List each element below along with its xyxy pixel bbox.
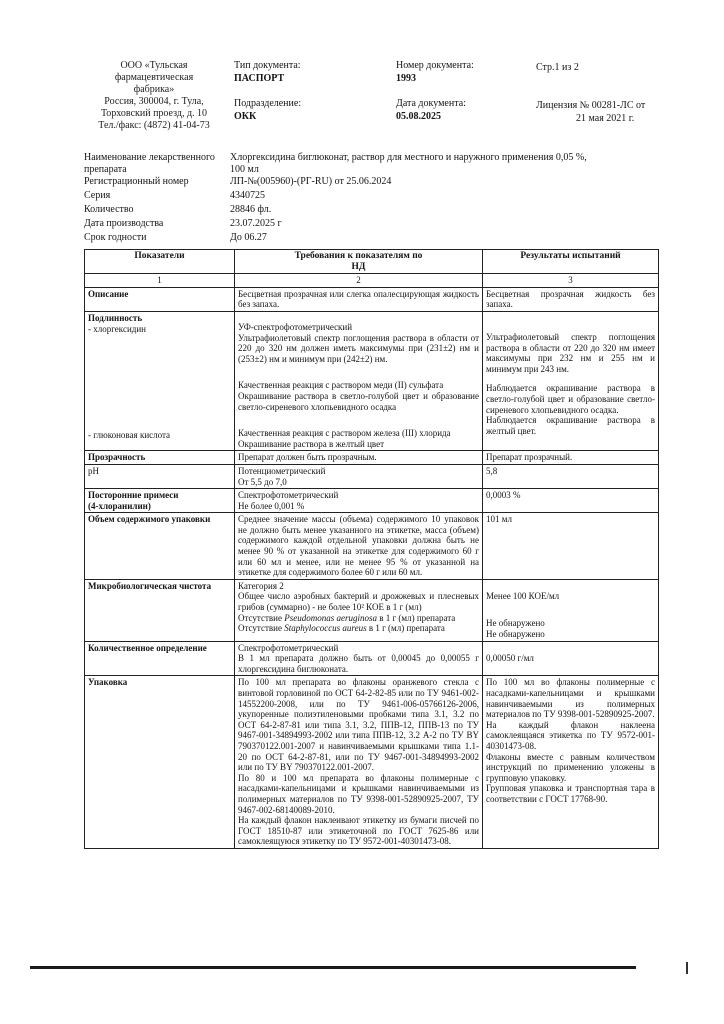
table-header-row (85, 250, 659, 274)
req-assay-range: В 1 мл препарата должно быть от 0,00045 до 0,00055 г хлоргексидина биглюконата. (238, 653, 479, 674)
series-value: 4340725 (230, 190, 265, 201)
res-packaging-group: Флаконы вместе с равным количеством инструкций по применению уложены в групповую упаковку. (486, 751, 655, 783)
table-row (85, 311, 659, 450)
req-packaging-polymer: По 80 и 100 мл препарата во флаконы полимерные с насадками-капельницами и крышками навинчиваемыми из полимерных материалов по ТУ 9398-001-52890925-2007, ТУ 9467-002-68140089-2010. (238, 772, 479, 815)
product-name: Хлоргексидина биглюконат, раствор для местного и наружного применения 0,05 %, (230, 152, 587, 163)
test-results-table (84, 249, 659, 849)
req-impurities-method: Спектрофотометрический (238, 490, 339, 501)
pseudomonas-name: Pseudomonas aeruginosa (284, 612, 377, 623)
res-transparency: Препарат прозрачный. (483, 451, 659, 465)
param-volume: Объем содержимого упаковки (85, 513, 235, 580)
param-identity-chlorhexidine: - хлоргексидин (88, 323, 146, 334)
req-uv-text: Ультрафиолетовый спектр поглощения раствора в области от 220 до 320 нм должен иметь максимумы при (231±2) нм и (253±2) нм и минимум при (242±2) нм. (238, 332, 479, 364)
req-fe-title: Качественная реакция с раствором железа (III) хлорида (238, 428, 451, 439)
req-transparency: Препарат должен быть прозрачным. (235, 451, 483, 465)
param-impurities: Посторонние примеси (88, 490, 179, 501)
page-indicator: Стр.1 из 2 (536, 62, 579, 73)
param-identity-gluconic-acid: - глюконовая кислота (88, 430, 171, 441)
req-fe-text: Окрашивание раствора в желтый цвет (238, 438, 385, 449)
column-number: 2 (235, 274, 483, 288)
req-micro-count: Общее число аэробных бактерий и дрожжевых и плесневых грибов (суммарно) - не более 10² КОЕ в 1 г (мл) (238, 591, 479, 613)
table-row (85, 676, 659, 849)
division-label: Подразделение: (234, 98, 302, 109)
req-volume: Среднее значение массы (объема) содержимого 10 упаковок не должно быть менее указанного на этикетке, масса (объем) содержимого каждой отдельной упаковки должна быть не менее 90 % от указанной на этикетке для содержимого 60 г или 60 мл и менее, или не менее 95 % от указанной на этикетке для содержимого более 60 г или 60 мл. (235, 513, 483, 580)
company-line: фармацевтическая (114, 72, 194, 83)
req-description: Бесцветная прозрачная или слегка опалесцирующая жидкость без запаха. (235, 287, 483, 311)
res-fe-text: Наблюдается окрашивание раствора в желтый цвет. (486, 415, 655, 436)
doc-date-value: 05.08.2025 (396, 111, 441, 122)
doc-type-label: Тип документа: (234, 60, 301, 71)
param-ph: pH (85, 464, 235, 488)
res-packaging-bottles: По 100 мл во флаконы полимерные с насадками-капельницами и крышками навинчиваемыми из полимерных материалов по ТУ 9398-001-52890925-2007. (486, 677, 655, 720)
req-impurities-limit: Не более 0,001 % (238, 500, 305, 511)
column-number-row (85, 274, 659, 288)
param-identity: Подлинность (88, 312, 143, 323)
res-cu-text: Наблюдается окрашивание раствора в светло-голубой цвет и образование светло-сиреневого хлопьевидного осадка. (486, 383, 655, 415)
req-micro-category: Категория 2 (238, 580, 284, 591)
res-packaging-transport: Групповая упаковка и транспортная тара в соответствии с ГОСТ 17768-90. (486, 783, 655, 804)
res-assay: 0,00050 г/мл (486, 652, 534, 663)
table-row (85, 451, 659, 465)
production-date-label: Дата производства (84, 218, 164, 229)
quantity-label: Количество (84, 204, 134, 215)
company-line: ООО «Тульская (120, 60, 188, 71)
name-label: Наименование лекарственного (84, 152, 215, 163)
expiry-label: Срок годности (84, 232, 147, 243)
res-impurities: 0,0003 % (483, 489, 659, 513)
license-line-2: 21 мая 2021 г. (576, 113, 635, 124)
reg-label: Регистрационный номер (84, 176, 189, 187)
product-info (84, 152, 674, 244)
table-row (85, 641, 659, 676)
doc-number-value: 1993 (396, 73, 416, 84)
req-cu-title: Качественная реакция с раствором меди (II) сульфата (238, 380, 444, 391)
res-ph: 5,8 (483, 464, 659, 488)
req-ph-method: Потенциометрический (238, 465, 326, 476)
name-label: препарата (84, 164, 127, 175)
col-header-requirements: НД (351, 261, 366, 272)
res-packaging-label: На каждый флакон наклеена самоклеящаяся этикетка по ТУ 9572-001-40301473-08. (486, 719, 655, 751)
production-date-value: 23.07.2025 г (230, 218, 282, 229)
table-row (85, 464, 659, 488)
column-number: 1 (85, 274, 235, 288)
res-micro-pseudomonas: Не обнаружено (486, 618, 545, 629)
product-volume: 100 мл (230, 164, 259, 175)
req-cu-text: Окрашивание раствора в светло-голубой цвет и образование светло-сиреневого хлопьевидного осадка (238, 390, 479, 412)
req-packaging-glass: По 100 мл препарата во флаконы оранжевого стекла с винтовой горловиной по ОСТ 64-2-82-85 или по ТУ 9461-002-14552200-2008, или по ТУ 9461-006-05766126-2006, укупоренные полиэтиленовыми пробками типа 3.1, 3.2 по ОСТ 64-2-87-81 или типа 3.1, 3.2, ППВ-12, ППВ-13 по ТУ 9467-001-34894993-2002 или типа ППВ-12, 3.2 А-2 по ТУ BY 790370122.001-2007 и навинчиваемыми крышками типа 1.1-20 по ОСТ 64-2-87-81, или по ТУ 9467-001-34894993-2002 или по ТУ BY 790370122.001-2007. (238, 677, 479, 773)
staphylococcus-name: Staphylococcus aureus (284, 623, 367, 634)
quantity-value: 28846 фл. (230, 204, 272, 215)
company-line: Россия, 300004, г. Тула, (104, 96, 204, 107)
res-description: Бесцветная прозрачная жидкость без запаха. (483, 287, 659, 311)
division-value: ОКК (234, 111, 257, 122)
param-transparency: Прозрачность (85, 451, 235, 465)
expiry-value: До 06.27 (230, 232, 267, 243)
req-packaging-label: На каждый флакон наклеивают этикетку из бумаги писчей по ГОСТ 18510-87 или этикеточной по ГОСТ 7625-86 или самоклеящуюся этикетку по ТУ 9572-001-40301473-08. (238, 815, 479, 847)
doc-type-value: ПАСПОРТ (234, 73, 285, 84)
column-number: 3 (483, 274, 659, 288)
reg-value: ЛП-№(005960)-(РГ-RU) от 25.06.2024 (230, 176, 392, 187)
series-label: Серия (84, 190, 111, 201)
res-volume: 101 мл (483, 513, 659, 580)
req-ph-range: От 5,5 до 7,0 (238, 476, 287, 487)
res-micro-staphylococcus: Не обнаружено (486, 629, 545, 640)
param-assay: Количественное определение (85, 641, 235, 676)
license-line-1: Лицензия № 00281-ЛС от (536, 100, 646, 111)
req-uv-title: УФ-спектрофотометрический (238, 321, 353, 332)
res-uv-text: Ультрафиолетовый спектр поглощения раствора в области от 220 до 320 нм имеет максимумы при 232 нм и 255 нм и минимум при 243 нм. (486, 331, 655, 374)
col-header-results: Результаты испытаний (483, 250, 659, 274)
res-micro-count: Менее 100 КОЕ/мл (486, 590, 560, 601)
table-row (85, 513, 659, 580)
col-header-parameters: Показатели (85, 250, 235, 274)
param-description: Описание (85, 287, 235, 311)
doc-number-label: Номер документа: (396, 60, 474, 71)
doc-date-label: Дата документа: (396, 98, 466, 109)
col-header-requirements: Требования к показателям по (294, 251, 423, 261)
company-line: Тел./факс: (4872) 41-04-73 (98, 120, 210, 131)
req-assay-method: Спектрофотометрический (238, 642, 339, 653)
company-block (84, 60, 224, 132)
bottom-rule (30, 966, 636, 969)
param-packaging: Упаковка (85, 676, 235, 849)
edge-mark (686, 962, 688, 974)
company-line: Торховский проезд, д. 10 (100, 108, 208, 119)
company-line: фабрика» (133, 84, 175, 95)
table-row (85, 287, 659, 311)
table-row (85, 489, 659, 513)
param-micro: Микробиологическая чистота (85, 579, 235, 641)
param-impurities-sub: (4-хлоранилин) (88, 500, 151, 511)
table-row: Микробиологическая чистота Категория 2 Общее число аэробных бактерий и дрожжевых и плесневых грибов (суммарно) - не более 10² КОЕ в 1 г (мл) Отсутствие Pseudomonas aeruginosa в 1 г (мл) препарата Отсутствие Staphylococcus aureus в 1 г (мл) препарата Менее 100 КОЕ/мл Не обнаружено Не обнаружено (85, 579, 659, 641)
